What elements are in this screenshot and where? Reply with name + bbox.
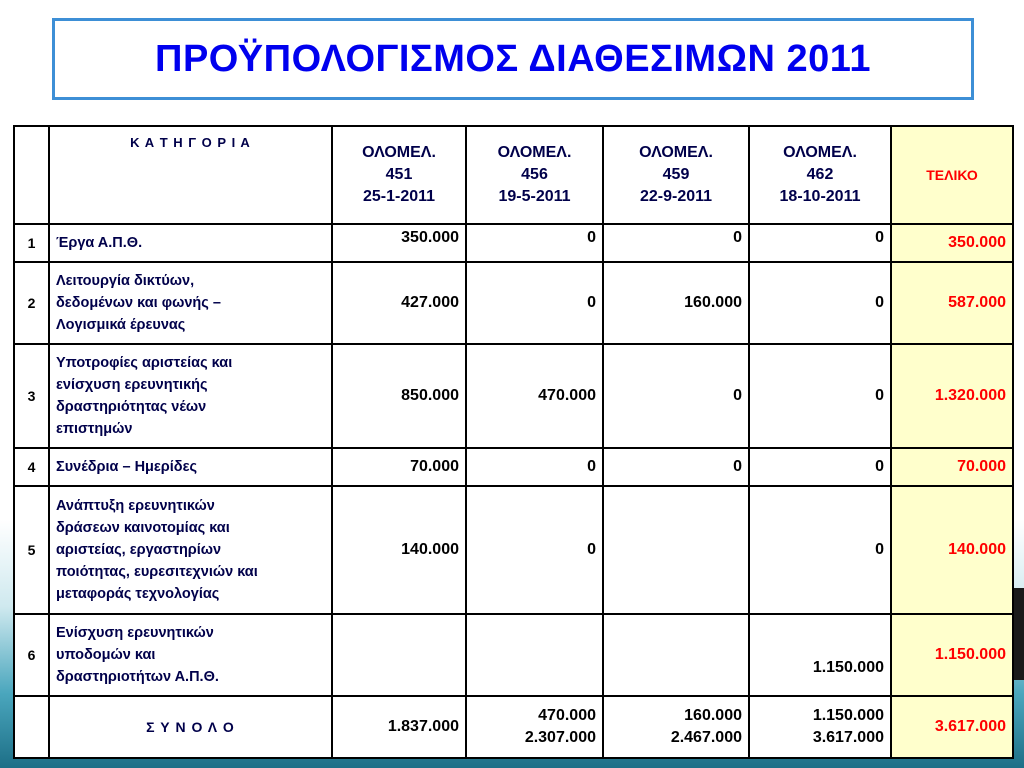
row-category [49,486,332,614]
category-line: Λογισμικά έρευνας [56,317,186,333]
category-line: μεταφοράς τεχνολογίας [56,586,220,602]
row-value: 0 [603,448,749,486]
title-box [52,18,974,100]
row-number: 6 [14,614,49,696]
row-final: 70.000 [891,448,1013,486]
row-category [49,614,332,696]
row-value: 140.000 [332,486,466,614]
category-line: Ενίσχυση ερευνητικών [56,625,214,641]
header-session-451 [332,126,466,224]
row-value [332,614,466,696]
table-header-row [14,126,1013,224]
total-period: 470.000 [538,707,596,724]
row-value [603,614,749,696]
total-value [749,696,891,758]
row-value: 350.000 [332,224,466,262]
row-value: 1.150.000 [749,614,891,696]
header-session-459 [603,126,749,224]
table-row [14,262,1013,344]
row-value [603,486,749,614]
header-number-cell [14,126,49,224]
row-value: 850.000 [332,344,466,448]
row-value: 470.000 [466,344,603,448]
row-value: 0 [749,224,891,262]
row-value: 0 [749,486,891,614]
total-value [603,696,749,758]
category-line: Λειτουργία δικτύων, [56,273,195,289]
total-period: 1.150.000 [812,707,884,724]
category-line: αριστείας, εργαστηρίων [56,542,222,558]
row-value: 427.000 [332,262,466,344]
row-value: 0 [749,448,891,486]
total-cumulative: 3.617.000 [812,729,884,746]
total-number-cell [14,696,49,758]
row-value [466,614,603,696]
row-number: 1 [14,224,49,262]
total-period: 160.000 [684,707,742,724]
row-final: 1.150.000 [891,614,1013,696]
row-value: 0 [466,262,603,344]
row-value: 0 [466,448,603,486]
header-session-number: 451 [385,166,413,183]
row-final: 140.000 [891,486,1013,614]
category-line: δράσεων καινοτομίας και [56,520,230,536]
header-session-date: 19-5-2011 [498,188,571,205]
row-value: 0 [749,344,891,448]
row-category: Έργα Α.Π.Θ. [49,224,332,262]
header-session-456 [466,126,603,224]
header-final: ΤΕΛΙΚΟ [891,126,1013,224]
row-number: 2 [14,262,49,344]
row-value: 160.000 [603,262,749,344]
category-line: δεδομένων και φωνής – [56,295,221,311]
header-session-label: ΟΛΟΜΕΛ. [783,144,857,161]
page-title: ΠΡΟΫΠΟΛΟΓΙΣΜΟΣ ΔΙΑΘΕΣΙΜΩΝ 2011 [155,37,871,80]
table-row [14,486,1013,614]
category-line: δραστηριοτήτων Α.Π.Θ. [56,669,219,685]
total-row [14,696,1013,758]
category-line: υποδομών και [56,647,156,663]
header-session-date: 18-10-2011 [779,188,861,205]
category-line: δραστηριότητας νέων [56,399,207,415]
header-session-label: ΟΛΟΜΕΛ. [639,144,713,161]
row-value: 0 [466,224,603,262]
table-row [14,224,1013,262]
row-category: Συνέδρια – Ημερίδες [49,448,332,486]
row-final: 1.320.000 [891,344,1013,448]
header-session-date: 25-1-2011 [362,188,436,205]
row-number: 3 [14,344,49,448]
total-value [466,696,603,758]
budget-table [13,125,1014,759]
category-line: Ανάπτυξη ερευνητικών [56,498,215,514]
row-final: 350.000 [891,224,1013,262]
total-value: 1.837.000 [332,696,466,758]
category-line: Υποτροφίες αριστείας και [56,355,233,371]
header-session-number: 462 [806,166,834,183]
category-line: ποιότητας, ευρεσιτεχνιών και [56,564,258,580]
row-value: 70.000 [332,448,466,486]
category-line: ενίσχυση ερευνητικής [56,377,208,393]
row-value: 0 [749,262,891,344]
header-session-label: ΟΛΟΜΕΛ. [362,144,436,161]
header-session-date: 22-9-2011 [639,188,713,205]
category-line: επιστημών [56,421,133,437]
total-cumulative: 2.467.000 [670,729,742,746]
total-final: 3.617.000 [891,696,1013,758]
table-row [14,448,1013,486]
header-session-462 [749,126,891,224]
row-value: 0 [603,224,749,262]
total-cumulative: 2.307.000 [524,729,596,746]
header-category: Κ Α Τ Η Γ Ο Ρ Ι Α [49,126,332,224]
table-row [14,614,1013,696]
header-session-label: ΟΛΟΜΕΛ. [497,144,572,161]
header-session-number: 459 [662,166,690,183]
header-session-number: 456 [521,166,548,183]
row-value: 0 [466,486,603,614]
row-value: 0 [603,344,749,448]
row-number: 4 [14,448,49,486]
table-row [14,344,1013,448]
row-number: 5 [14,486,49,614]
row-category [49,344,332,448]
row-category [49,262,332,344]
row-final: 587.000 [891,262,1013,344]
total-label: Σ Υ Ν Ο Λ Ο [49,696,332,758]
